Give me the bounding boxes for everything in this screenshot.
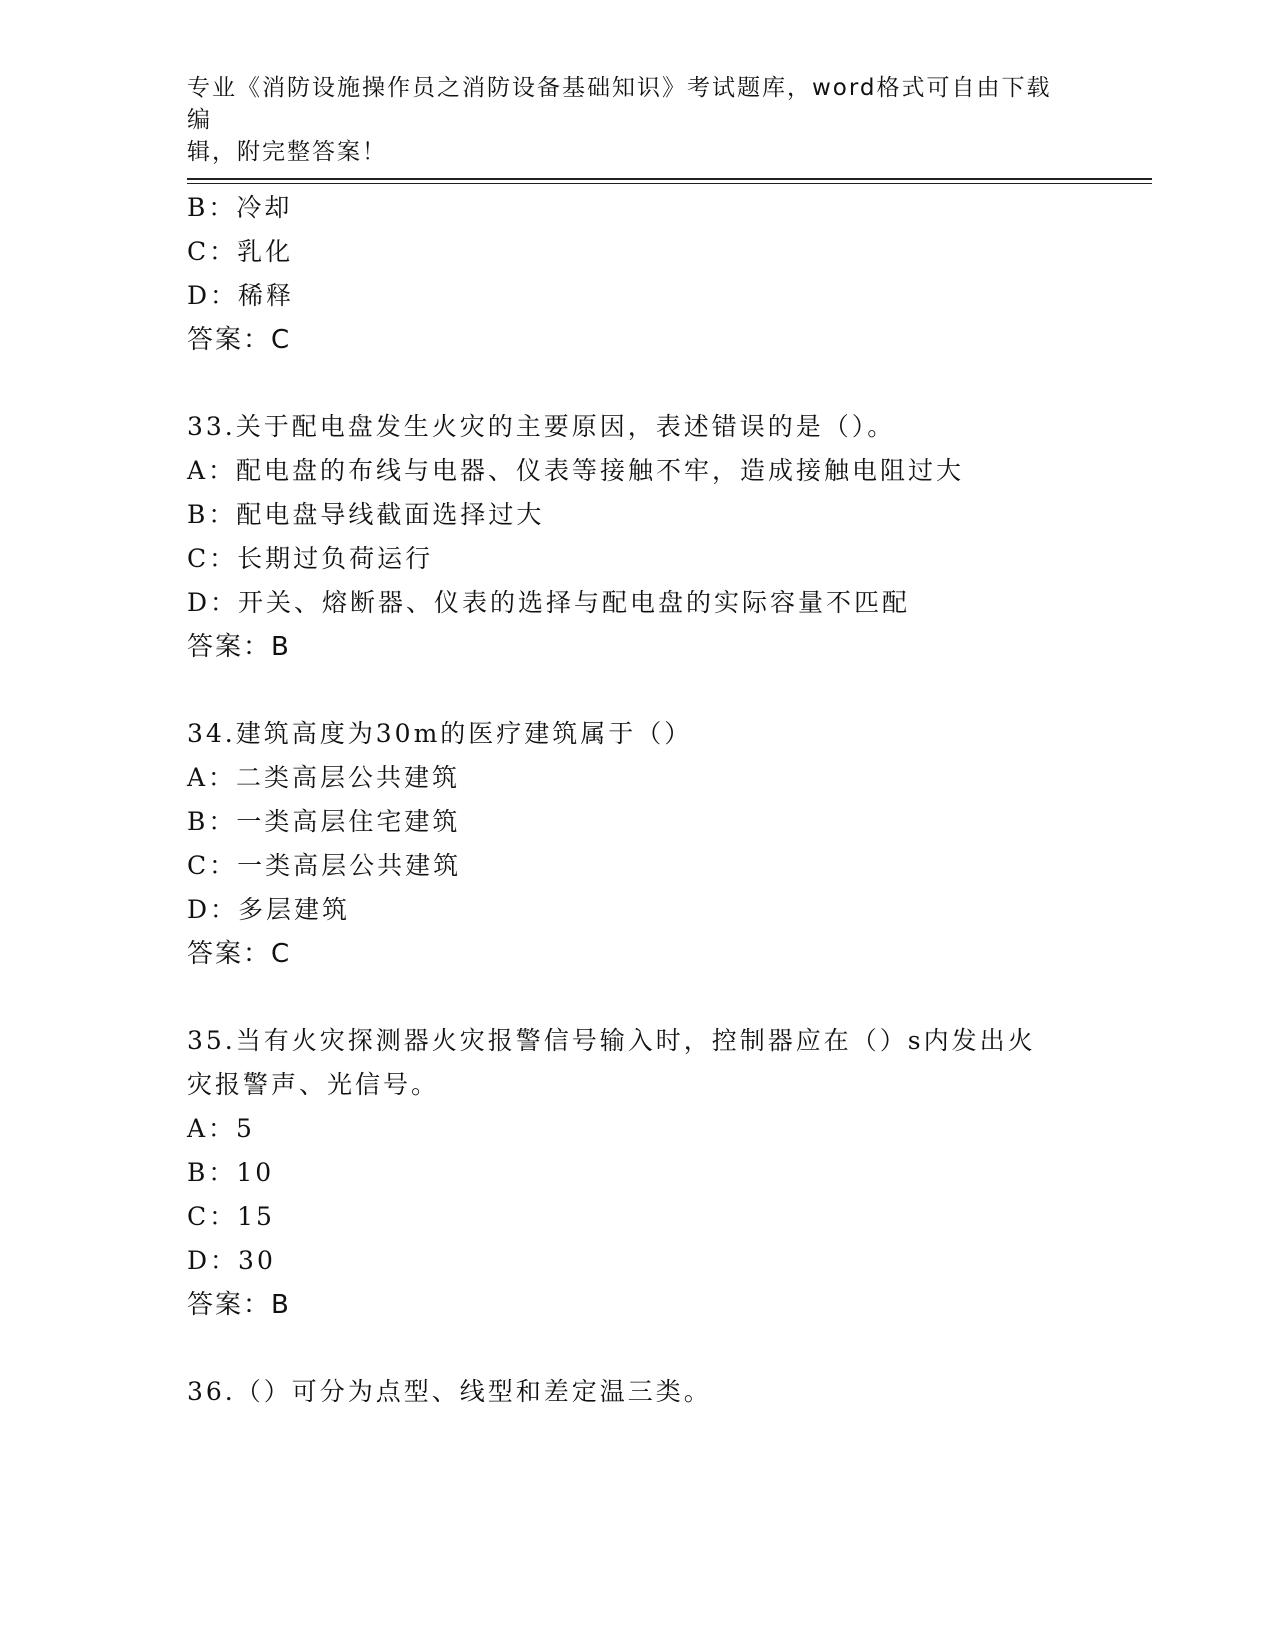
q34-option-d: D：多层建筑 — [187, 895, 351, 924]
q34-option-a: A：二类高层公共建筑 — [187, 763, 461, 792]
q33-stem: 33.关于配电盘发生火灾的主要原因，表述错误的是（）。 — [187, 412, 896, 441]
header-divider-thin — [187, 183, 1152, 184]
q35-option-c: C：15 — [187, 1202, 275, 1231]
q35-stem-line-1: 35.当有火灾探测器火灾报警信号输入时，控制器应在（）s内发出火 — [187, 1026, 1036, 1055]
q34-answer: 答案：C — [187, 939, 292, 969]
prev-option-c: C：乳化 — [187, 237, 294, 266]
q33-option-a: A：配电盘的布线与电器、仪表等接触不牢，造成接触电阻过大 — [187, 456, 965, 485]
q34-stem: 34.建筑高度为30m的医疗建筑属于（） — [187, 719, 693, 748]
document-header — [187, 72, 1067, 168]
q33-option-c: C：长期过负荷运行 — [187, 544, 434, 573]
q33-option-b: B：配电盘导线截面选择过大 — [187, 500, 545, 529]
header-divider-thick — [187, 178, 1152, 180]
q35-option-b: B：10 — [187, 1158, 275, 1187]
q33-answer: 答案：B — [187, 632, 291, 662]
prev-answer: 答案：C — [187, 325, 292, 355]
prev-option-d: D：稀释 — [187, 281, 295, 310]
q35-option-a: A：5 — [187, 1114, 255, 1143]
q36-stem: 36.（）可分为点型、线型和差定温三类。 — [187, 1377, 712, 1406]
q35-stem-line-2: 灾报警声、光信号。 — [187, 1070, 440, 1099]
header-line-1: 专业《消防设施操作员之消防设备基础知识》考试题库，word格式可自由下载编 — [187, 75, 1052, 133]
q34-option-b: B：一类高层住宅建筑 — [187, 807, 461, 836]
q35-answer: 答案：B — [187, 1290, 291, 1320]
header-line-2: 辑，附完整答案！ — [187, 139, 387, 165]
prev-option-b: B：冷却 — [187, 193, 293, 222]
q33-option-d: D：开关、熔断器、仪表的选择与配电盘的实际容量不匹配 — [187, 588, 911, 617]
q34-option-c: C：一类高层公共建筑 — [187, 851, 462, 880]
q35-option-d: D：30 — [187, 1246, 276, 1275]
